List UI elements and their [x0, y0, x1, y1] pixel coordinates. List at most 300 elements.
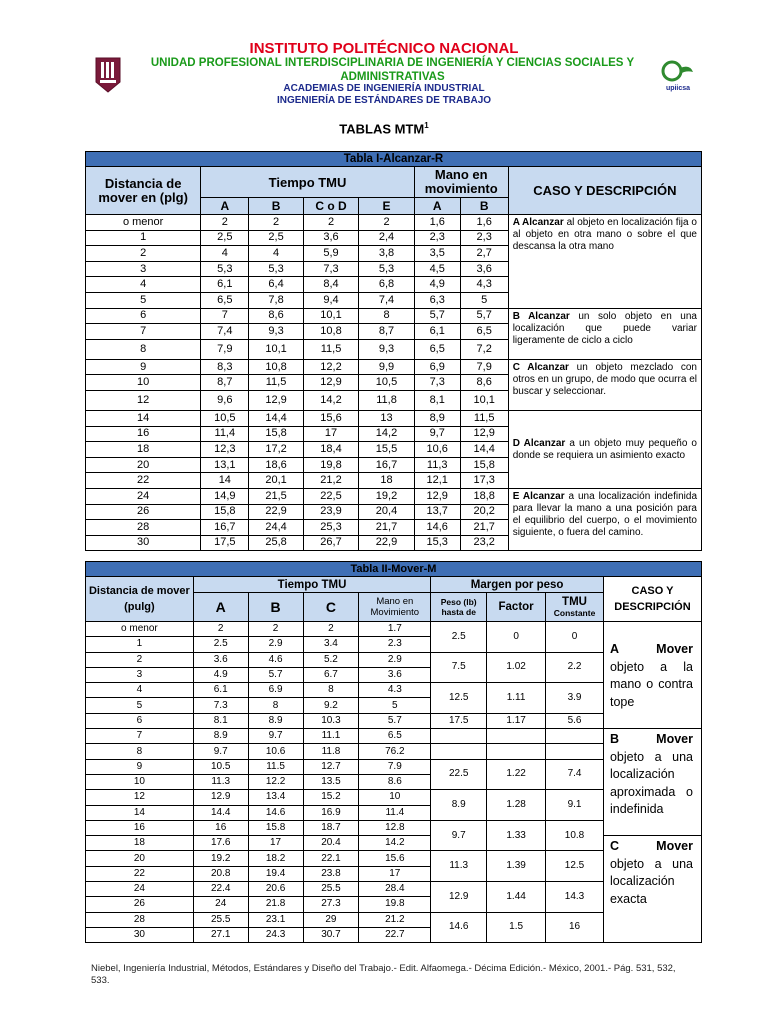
row-distance: 6: [86, 308, 201, 324]
cell-value: 8,1: [414, 390, 460, 410]
weight-cell: 1.22: [487, 759, 546, 790]
cell-value: 6,5: [414, 339, 460, 359]
table-row: [86, 308, 702, 324]
cell-value: 8.9: [193, 729, 248, 744]
cell-value: 6,1: [414, 324, 460, 340]
weight-cell: 1.5: [487, 912, 546, 943]
row-distance: 9: [86, 759, 194, 774]
cell-value: 1,6: [414, 215, 460, 231]
case-description: [508, 410, 701, 488]
table-row: [86, 729, 702, 744]
table1-sub-header: B: [249, 198, 303, 215]
cell-value: 1,6: [460, 215, 508, 231]
cell-value: 13.5: [303, 774, 359, 789]
case-description: [603, 729, 701, 836]
weight-cell: 2.2: [546, 652, 604, 683]
case-label: C Mover: [609, 839, 693, 854]
cell-value: 2.3: [359, 637, 431, 652]
cell-value: 11.1: [303, 729, 359, 744]
cell-value: 12,9: [460, 426, 508, 442]
cell-value: 8,9: [414, 410, 460, 426]
cell-value: 8,7: [201, 375, 249, 391]
cell-value: 8: [248, 698, 303, 713]
row-distance: 5: [86, 292, 201, 308]
table-row: [86, 488, 702, 504]
cell-value: 7,8: [249, 292, 303, 308]
cell-value: 9.7: [248, 729, 303, 744]
table1-header-tiempo: Tiempo TMU: [201, 167, 414, 198]
cell-value: 2,7: [460, 246, 508, 262]
table2-header-distance: Distancia de mover (pulg): [86, 577, 194, 622]
cell-value: 12,2: [303, 359, 359, 375]
cell-value: 7.9: [359, 759, 431, 774]
cell-value: 15,6: [303, 410, 359, 426]
row-distance: 28: [86, 520, 201, 536]
row-distance: 26: [86, 504, 201, 520]
row-distance: 9: [86, 359, 201, 375]
cell-value: 8,6: [249, 308, 303, 324]
cell-value: 10,8: [249, 359, 303, 375]
cell-value: 5: [359, 698, 431, 713]
cell-value: 5.7: [248, 667, 303, 682]
cell-value: 11,5: [249, 375, 303, 391]
cell-value: 3.6: [359, 667, 431, 682]
cell-value: 10,1: [303, 308, 359, 324]
cell-value: 22.7: [359, 927, 431, 942]
cell-value: 12,3: [201, 442, 249, 458]
table-row: [86, 359, 702, 375]
cell-value: 15,5: [359, 442, 415, 458]
cell-value: 8.1: [193, 713, 248, 728]
row-distance: 30: [86, 535, 201, 551]
cell-value: 1.7: [359, 622, 431, 637]
cell-value: 8,4: [303, 277, 359, 293]
cell-value: 20.8: [193, 866, 248, 881]
cell-value: 12.9: [193, 790, 248, 805]
case-label: C Alcanzar: [512, 361, 569, 373]
cell-value: 14.2: [359, 836, 431, 851]
cell-value: 4,9: [414, 277, 460, 293]
table1-sub-header: E: [359, 198, 415, 215]
cell-value: 9,6: [201, 390, 249, 410]
cell-value: 19.2: [193, 851, 248, 866]
cell-value: 13.4: [248, 790, 303, 805]
row-distance: 3: [86, 261, 201, 277]
case-description: [508, 215, 701, 309]
cell-value: 8,3: [201, 359, 249, 375]
case-description: [603, 622, 701, 729]
cell-value: 6,9: [414, 359, 460, 375]
cell-value: 3.6: [193, 652, 248, 667]
cell-value: 13,7: [414, 504, 460, 520]
cell-value: 14.6: [248, 805, 303, 820]
cell-value: 7,2: [460, 339, 508, 359]
cell-value: 28.4: [359, 882, 431, 897]
title-footnote-mark: 1: [424, 121, 429, 130]
weight-cell: 9.7: [431, 820, 487, 851]
table1-header-distance: Distancia de mover en (plg): [86, 167, 201, 215]
table-row: [86, 836, 702, 851]
cell-value: 5,3: [201, 261, 249, 277]
cell-value: 9.7: [193, 744, 248, 759]
cell-value: 10,1: [460, 390, 508, 410]
cell-value: 11,4: [201, 426, 249, 442]
cell-value: 20,2: [460, 504, 508, 520]
weight-cell: 10.8: [546, 820, 604, 851]
row-distance: 1: [86, 230, 201, 246]
cell-value: 7,3: [303, 261, 359, 277]
cell-value: 5,7: [414, 308, 460, 324]
table1-sub-header: A: [201, 198, 249, 215]
table2-sub-header: B: [248, 593, 303, 622]
cell-value: 21,2: [303, 473, 359, 489]
cell-value: 12.2: [248, 774, 303, 789]
row-distance: 8: [86, 744, 194, 759]
cell-value: 7,4: [359, 292, 415, 308]
cell-value: 10.5: [193, 759, 248, 774]
row-distance: 10: [86, 375, 201, 391]
cell-value: 24: [193, 897, 248, 912]
cell-value: 14,4: [249, 410, 303, 426]
table2-sub-header: Peso (lb) hasta de: [431, 593, 487, 622]
row-distance: 20: [86, 457, 201, 473]
row-distance: 16: [86, 426, 201, 442]
weight-cell: [487, 744, 546, 759]
weight-cell: 14.3: [546, 882, 604, 913]
cell-value: 2: [201, 215, 249, 231]
cell-value: 14.4: [193, 805, 248, 820]
table2-header-tiempo: Tiempo TMU: [193, 577, 430, 593]
cell-value: 7,9: [460, 359, 508, 375]
row-distance: 10: [86, 774, 194, 789]
cell-value: 16,7: [359, 457, 415, 473]
case-text: un objeto mezclado con otros en un grupo, de modo que ocurra el buscar y seleccionar.: [512, 361, 697, 397]
cell-value: 12,9: [249, 390, 303, 410]
case-text: a un objeto muy pequeño o donde se requiera un asimiento exacto: [512, 438, 697, 462]
cell-value: 30.7: [303, 927, 359, 942]
cell-value: 4: [249, 246, 303, 262]
cell-value: 2: [249, 215, 303, 231]
cell-value: 25.5: [303, 882, 359, 897]
table2-header-caso: CASO Y DESCRIPCIÓN: [603, 577, 701, 622]
cell-value: 2,3: [414, 230, 460, 246]
table-row: [86, 622, 702, 637]
weight-cell: 1.02: [487, 652, 546, 683]
cell-value: 27.1: [193, 927, 248, 942]
row-distance: 22: [86, 866, 194, 881]
cell-value: 12,1: [414, 473, 460, 489]
cell-value: 17: [248, 836, 303, 851]
cell-value: 20,1: [249, 473, 303, 489]
table2-sub-header-tmu: [546, 593, 604, 622]
cell-value: 17: [359, 866, 431, 881]
cell-value: 3,8: [359, 246, 415, 262]
table-row: [86, 215, 702, 231]
cell-value: 17,5: [201, 535, 249, 551]
cell-value: 15.8: [248, 820, 303, 835]
cell-value: 21,5: [249, 488, 303, 504]
table1-header-caso: CASO Y DESCRIPCIÓN: [508, 167, 701, 215]
cell-value: 6.7: [303, 667, 359, 682]
cell-value: 10,5: [359, 375, 415, 391]
cell-value: 18.7: [303, 820, 359, 835]
cell-value: 3,6: [460, 261, 508, 277]
cell-value: 23.1: [248, 912, 303, 927]
weight-cell: 2.5: [431, 622, 487, 653]
cell-value: 13,1: [201, 457, 249, 473]
cell-value: 11.8: [303, 744, 359, 759]
cell-value: 26,7: [303, 535, 359, 551]
cell-value: 25.5: [193, 912, 248, 927]
cell-value: 18,8: [460, 488, 508, 504]
cell-value: 22.4: [193, 882, 248, 897]
cell-value: 23,9: [303, 504, 359, 520]
cell-value: 13: [359, 410, 415, 426]
weight-cell: [431, 729, 487, 744]
cell-value: 9.2: [303, 698, 359, 713]
case-label: A Mover: [609, 642, 693, 657]
cell-value: 9,7: [414, 426, 460, 442]
cell-value: 22,9: [249, 504, 303, 520]
row-distance: 7: [86, 729, 194, 744]
case-text: objeto a la mano o contra tope: [609, 659, 693, 709]
cell-value: 21.8: [248, 897, 303, 912]
row-distance: 22: [86, 473, 201, 489]
cell-value: 2: [359, 215, 415, 231]
row-distance: 24: [86, 882, 194, 897]
cell-value: 15,8: [201, 504, 249, 520]
cell-value: 2: [303, 622, 359, 637]
row-distance: 20: [86, 851, 194, 866]
cell-value: 11,5: [460, 410, 508, 426]
cell-value: 18,4: [303, 442, 359, 458]
cell-value: 3.4: [303, 637, 359, 652]
weight-cell: 7.5: [431, 652, 487, 683]
weight-cell: 1.39: [487, 851, 546, 882]
cell-value: 2,5: [249, 230, 303, 246]
table1-caption: Tabla I-Alcanzar-R: [86, 152, 702, 167]
cell-value: 6,1: [201, 277, 249, 293]
row-distance: 6: [86, 713, 194, 728]
institute-title: INSTITUTO POLITÉCNICO NACIONAL: [249, 40, 519, 57]
cell-value: 5.2: [303, 652, 359, 667]
weight-cell: 1.33: [487, 820, 546, 851]
cell-value: 21.2: [359, 912, 431, 927]
cell-value: 8.6: [359, 774, 431, 789]
cell-value: 21,7: [359, 520, 415, 536]
cell-value: 15.2: [303, 790, 359, 805]
cell-value: 7,4: [201, 324, 249, 340]
cell-value: 10,5: [201, 410, 249, 426]
cell-value: 14,4: [460, 442, 508, 458]
table2-tmu-label: TMU: [562, 596, 587, 608]
cell-value: 15,8: [249, 426, 303, 442]
case-label: A Alcanzar: [512, 217, 564, 228]
cell-value: 6.1: [193, 683, 248, 698]
cell-value: 25,3: [303, 520, 359, 536]
row-distance: 8: [86, 339, 201, 359]
row-distance: 26: [86, 897, 194, 912]
row-distance: 16: [86, 820, 194, 835]
weight-cell: 14.6: [431, 912, 487, 943]
cell-value: 7: [201, 308, 249, 324]
cell-value: 20,4: [359, 504, 415, 520]
cell-value: 23.8: [303, 866, 359, 881]
row-distance: 14: [86, 410, 201, 426]
cell-value: 8,7: [359, 324, 415, 340]
case-text: un solo objeto en una localización que puede variar ligeramente de ciclo a ciclo: [512, 310, 697, 346]
row-distance: 2: [86, 652, 194, 667]
cell-value: 3,5: [414, 246, 460, 262]
row-distance: 18: [86, 836, 194, 851]
row-distance: 2: [86, 246, 201, 262]
cell-value: 7,3: [414, 375, 460, 391]
table2-caption: Tabla II-Mover-M: [86, 562, 702, 577]
case-text: objeto a una localización exacta: [609, 856, 693, 906]
cell-value: 18.2: [248, 851, 303, 866]
cell-value: 21,7: [460, 520, 508, 536]
weight-cell: [431, 744, 487, 759]
weight-cell: 17.5: [431, 713, 487, 728]
cell-value: 11,3: [414, 457, 460, 473]
cell-value: 2,5: [201, 230, 249, 246]
cell-value: 2,3: [460, 230, 508, 246]
cell-value: 10,1: [249, 339, 303, 359]
cell-value: 12.7: [303, 759, 359, 774]
cell-value: 12,9: [303, 375, 359, 391]
row-distance: 4: [86, 683, 194, 698]
cell-value: 19,2: [359, 488, 415, 504]
table2-constante-label: Constante: [553, 608, 596, 618]
weight-cell: [546, 744, 604, 759]
cell-value: 4,5: [414, 261, 460, 277]
cell-value: 17,2: [249, 442, 303, 458]
cell-value: 8,6: [460, 375, 508, 391]
cell-value: 5,9: [303, 246, 359, 262]
cell-value: 10.3: [303, 713, 359, 728]
case-text: objeto a una localización aproximada o indefinida: [609, 749, 693, 817]
cell-value: 15,8: [460, 457, 508, 473]
cell-value: 76.2: [359, 744, 431, 759]
weight-cell: 3.9: [546, 683, 604, 714]
cell-value: 19.4: [248, 866, 303, 881]
cell-value: 2: [193, 622, 248, 637]
weight-cell: 1.11: [487, 683, 546, 714]
cell-value: 9,9: [359, 359, 415, 375]
cell-value: 4.6: [248, 652, 303, 667]
cell-value: 15,3: [414, 535, 460, 551]
cell-value: 10.6: [248, 744, 303, 759]
row-distance: 18: [86, 442, 201, 458]
cell-value: 17.6: [193, 836, 248, 851]
cell-value: 14,2: [359, 426, 415, 442]
cell-value: 12,9: [414, 488, 460, 504]
cell-value: 12.8: [359, 820, 431, 835]
academy-title: ACADEMIAS DE INGENIERÍA INDUSTRIAL: [283, 83, 485, 94]
cell-value: 11.5: [248, 759, 303, 774]
weight-cell: 1.44: [487, 882, 546, 913]
cell-value: 6,4: [249, 277, 303, 293]
cell-value: 8: [303, 683, 359, 698]
table2-sub-header: Mano en Movimiento: [359, 593, 431, 622]
cell-value: 11,8: [359, 390, 415, 410]
cell-value: 14: [201, 473, 249, 489]
cell-value: 5: [460, 292, 508, 308]
cell-value: 4: [201, 246, 249, 262]
table2-sub-header: C: [303, 593, 359, 622]
row-distance: o menor: [86, 622, 194, 637]
row-distance: 5: [86, 698, 194, 713]
cell-value: 11,5: [303, 339, 359, 359]
cell-value: 10,8: [303, 324, 359, 340]
upiicsa-logo-text: upiicsa: [665, 85, 691, 92]
cell-value: 4.3: [359, 683, 431, 698]
cell-value: 5,3: [359, 261, 415, 277]
upiicsa-logo: [660, 58, 696, 92]
cell-value: 6,5: [201, 292, 249, 308]
cell-value: 14,6: [414, 520, 460, 536]
cell-value: 10,6: [414, 442, 460, 458]
table-mover: [85, 561, 702, 943]
cell-value: 16.9: [303, 805, 359, 820]
cell-value: 4.9: [193, 667, 248, 682]
cell-value: 7,9: [201, 339, 249, 359]
row-distance: 3: [86, 667, 194, 682]
cell-value: 2: [248, 622, 303, 637]
row-distance: 14: [86, 805, 194, 820]
cell-value: 25,8: [249, 535, 303, 551]
cell-value: 22.1: [303, 851, 359, 866]
weight-cell: 11.3: [431, 851, 487, 882]
cell-value: 17,3: [460, 473, 508, 489]
case-text: a una localización indefinida para llevar la mano a una posición para el equilibrio del cuerpo, o el movimiento siguiente, o fuera del camino.: [512, 490, 698, 538]
row-distance: 28: [86, 912, 194, 927]
cell-value: 14,2: [303, 390, 359, 410]
cell-value: 6,8: [359, 277, 415, 293]
weight-cell: 1.28: [487, 790, 546, 821]
cell-value: 17: [303, 426, 359, 442]
case-description: [508, 308, 701, 359]
case-description: [603, 836, 701, 943]
cell-value: 6,3: [414, 292, 460, 308]
weight-cell: 12.9: [431, 882, 487, 913]
case-text: al objeto en localización fija o al objeto en otra mano o sobre el que descansa la otra mano: [512, 217, 697, 252]
cell-value: 11.4: [359, 805, 431, 820]
cell-value: 11.3: [193, 774, 248, 789]
cell-value: 2: [303, 215, 359, 231]
cell-value: 6.9: [248, 683, 303, 698]
cell-value: 5,7: [460, 308, 508, 324]
cell-value: 19.8: [359, 897, 431, 912]
cell-value: 3,6: [303, 230, 359, 246]
case-label: D Alcanzar: [512, 438, 566, 450]
cell-value: 9,3: [359, 339, 415, 359]
row-distance: 4: [86, 277, 201, 293]
case-description: [508, 488, 701, 550]
row-distance: 12: [86, 390, 201, 410]
page-title: [0, 121, 768, 136]
weight-cell: 1.17: [487, 713, 546, 728]
weight-cell: 16: [546, 912, 604, 943]
cell-value: 22,5: [303, 488, 359, 504]
row-distance: 24: [86, 488, 201, 504]
table-row: [86, 410, 702, 426]
cell-value: 29: [303, 912, 359, 927]
cell-value: 8: [359, 308, 415, 324]
cell-value: 24,4: [249, 520, 303, 536]
cell-value: 8.9: [248, 713, 303, 728]
weight-cell: 9.1: [546, 790, 604, 821]
